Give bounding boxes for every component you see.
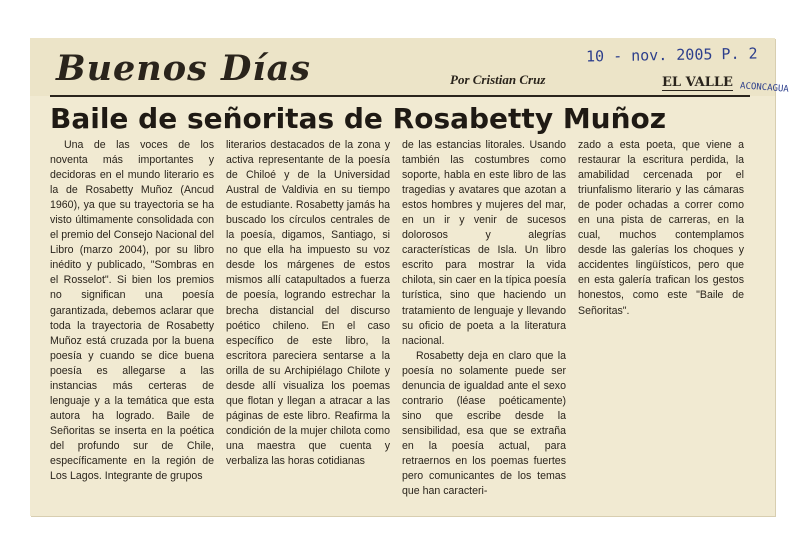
section-title: Buenos Días — [56, 48, 312, 89]
byline: Por Cristian Cruz — [450, 72, 546, 87]
handwritten-date-note: 10 - nov. 2005 P. 2 — [585, 44, 758, 66]
article-column-4 — [578, 138, 744, 328]
newspaper-clipping — [30, 38, 790, 516]
article-column-2 — [226, 138, 390, 510]
article-headline: Baile de señoritas de Rosabetty Muñoz — [50, 102, 667, 135]
column-3-paragraph-2: Rosabetty deja en claro que la poesía no solamente puede ser denuncia de igualdad ante el sexo contrario (léase poéticamente) sino que escribe desde la sensibilidad, esa que se extraña en la poesía actual, para retraernos en los poemas fuertes pero comunicantes de los temas que han caracteri- — [402, 349, 566, 498]
column-2-paragraph-1: literarios destacados de la zona y activa representante de la poesía de Chiloé y de la Universidad Austral de Valdivia en su tiempo de estudiante. Rosabetty jamás ha buscado los círculos centrales de la poesía, digamos, Santiago, si no que ella ha impuesto su voz desde los márgenes de estos mismos allí catapultados a fuerza de poesía, logrando estrechar la brecha distancial del discurso poético chileno. En el caso específico de este libro, la escritora pareciera sentarse a la orilla de su Archipiélago Chilote y desde allí visualiza los poemas que flotan y llegan a atracar a las páginas de este libro. Reafirma la condición de la mujer chilota como una maestra que cuenta y verbaliza las horas cotidianas — [226, 139, 390, 467]
handwritten-source-note: ACONCAGUA — [739, 81, 790, 95]
column-3-paragraph-1: de las estancias litorales. Usando también las costumbres como soporte, habla en este libro de las tragedias y avatares que azotan a estos hombres y mujeres del mar, en un ir y venir de sucesos dolorosos y alegrías características de Isla. Un libro escrito para mostrar la vida chilota, sin caer en la típica poesía turística, sino que haciendo un tratamiento de lenguaje y llevando su oficio de poeta a la literatura nacional. — [402, 139, 566, 347]
column-4-paragraph-1: zado a esta poeta, que viene a restaurar la escritura perdida, la amabilidad cercenada por el triunfalismo literario y las cámaras de poder ochadas a correr como en una pista de carreras, en la cual, muchos contemplamos desde las galerías los choques y accidentes lingüísticos, pero que en esta galería trafican los gestos honestos, como este "Baile de Señoritas". — [578, 139, 744, 317]
article-column-1 — [50, 138, 214, 510]
article-column-3 — [402, 138, 566, 510]
header-rule — [50, 95, 750, 97]
column-1-paragraph-1: Una de las voces de los noventa más importantes y decidoras en el mundo literario es la de Rosabetty Muñoz (Ancud 1960), ya que su trayectoria se ha visto últimamente consolidada con el premio del Consejo Nacional del Libro (marzo 2004), por su libro inédito y publicado, "Sombras en el Rosselot". Si bien los premios no significan una poesía garantizada, debemos aclarar que toda la trayectoria de Rosabetty Muñoz está cruzada por la buena poesía y cuando se dice buena poesía es allegarse a las instancias más certeras de lenguaje y a la temática que esta autora ha logrado. Baile de Señoritas se inserta en la poética del profundo sur de Chile, específicamente en la región de Los Lagos. Integrante de grupos — [50, 139, 214, 483]
newspaper-logo: EL VALLE — [662, 75, 733, 90]
